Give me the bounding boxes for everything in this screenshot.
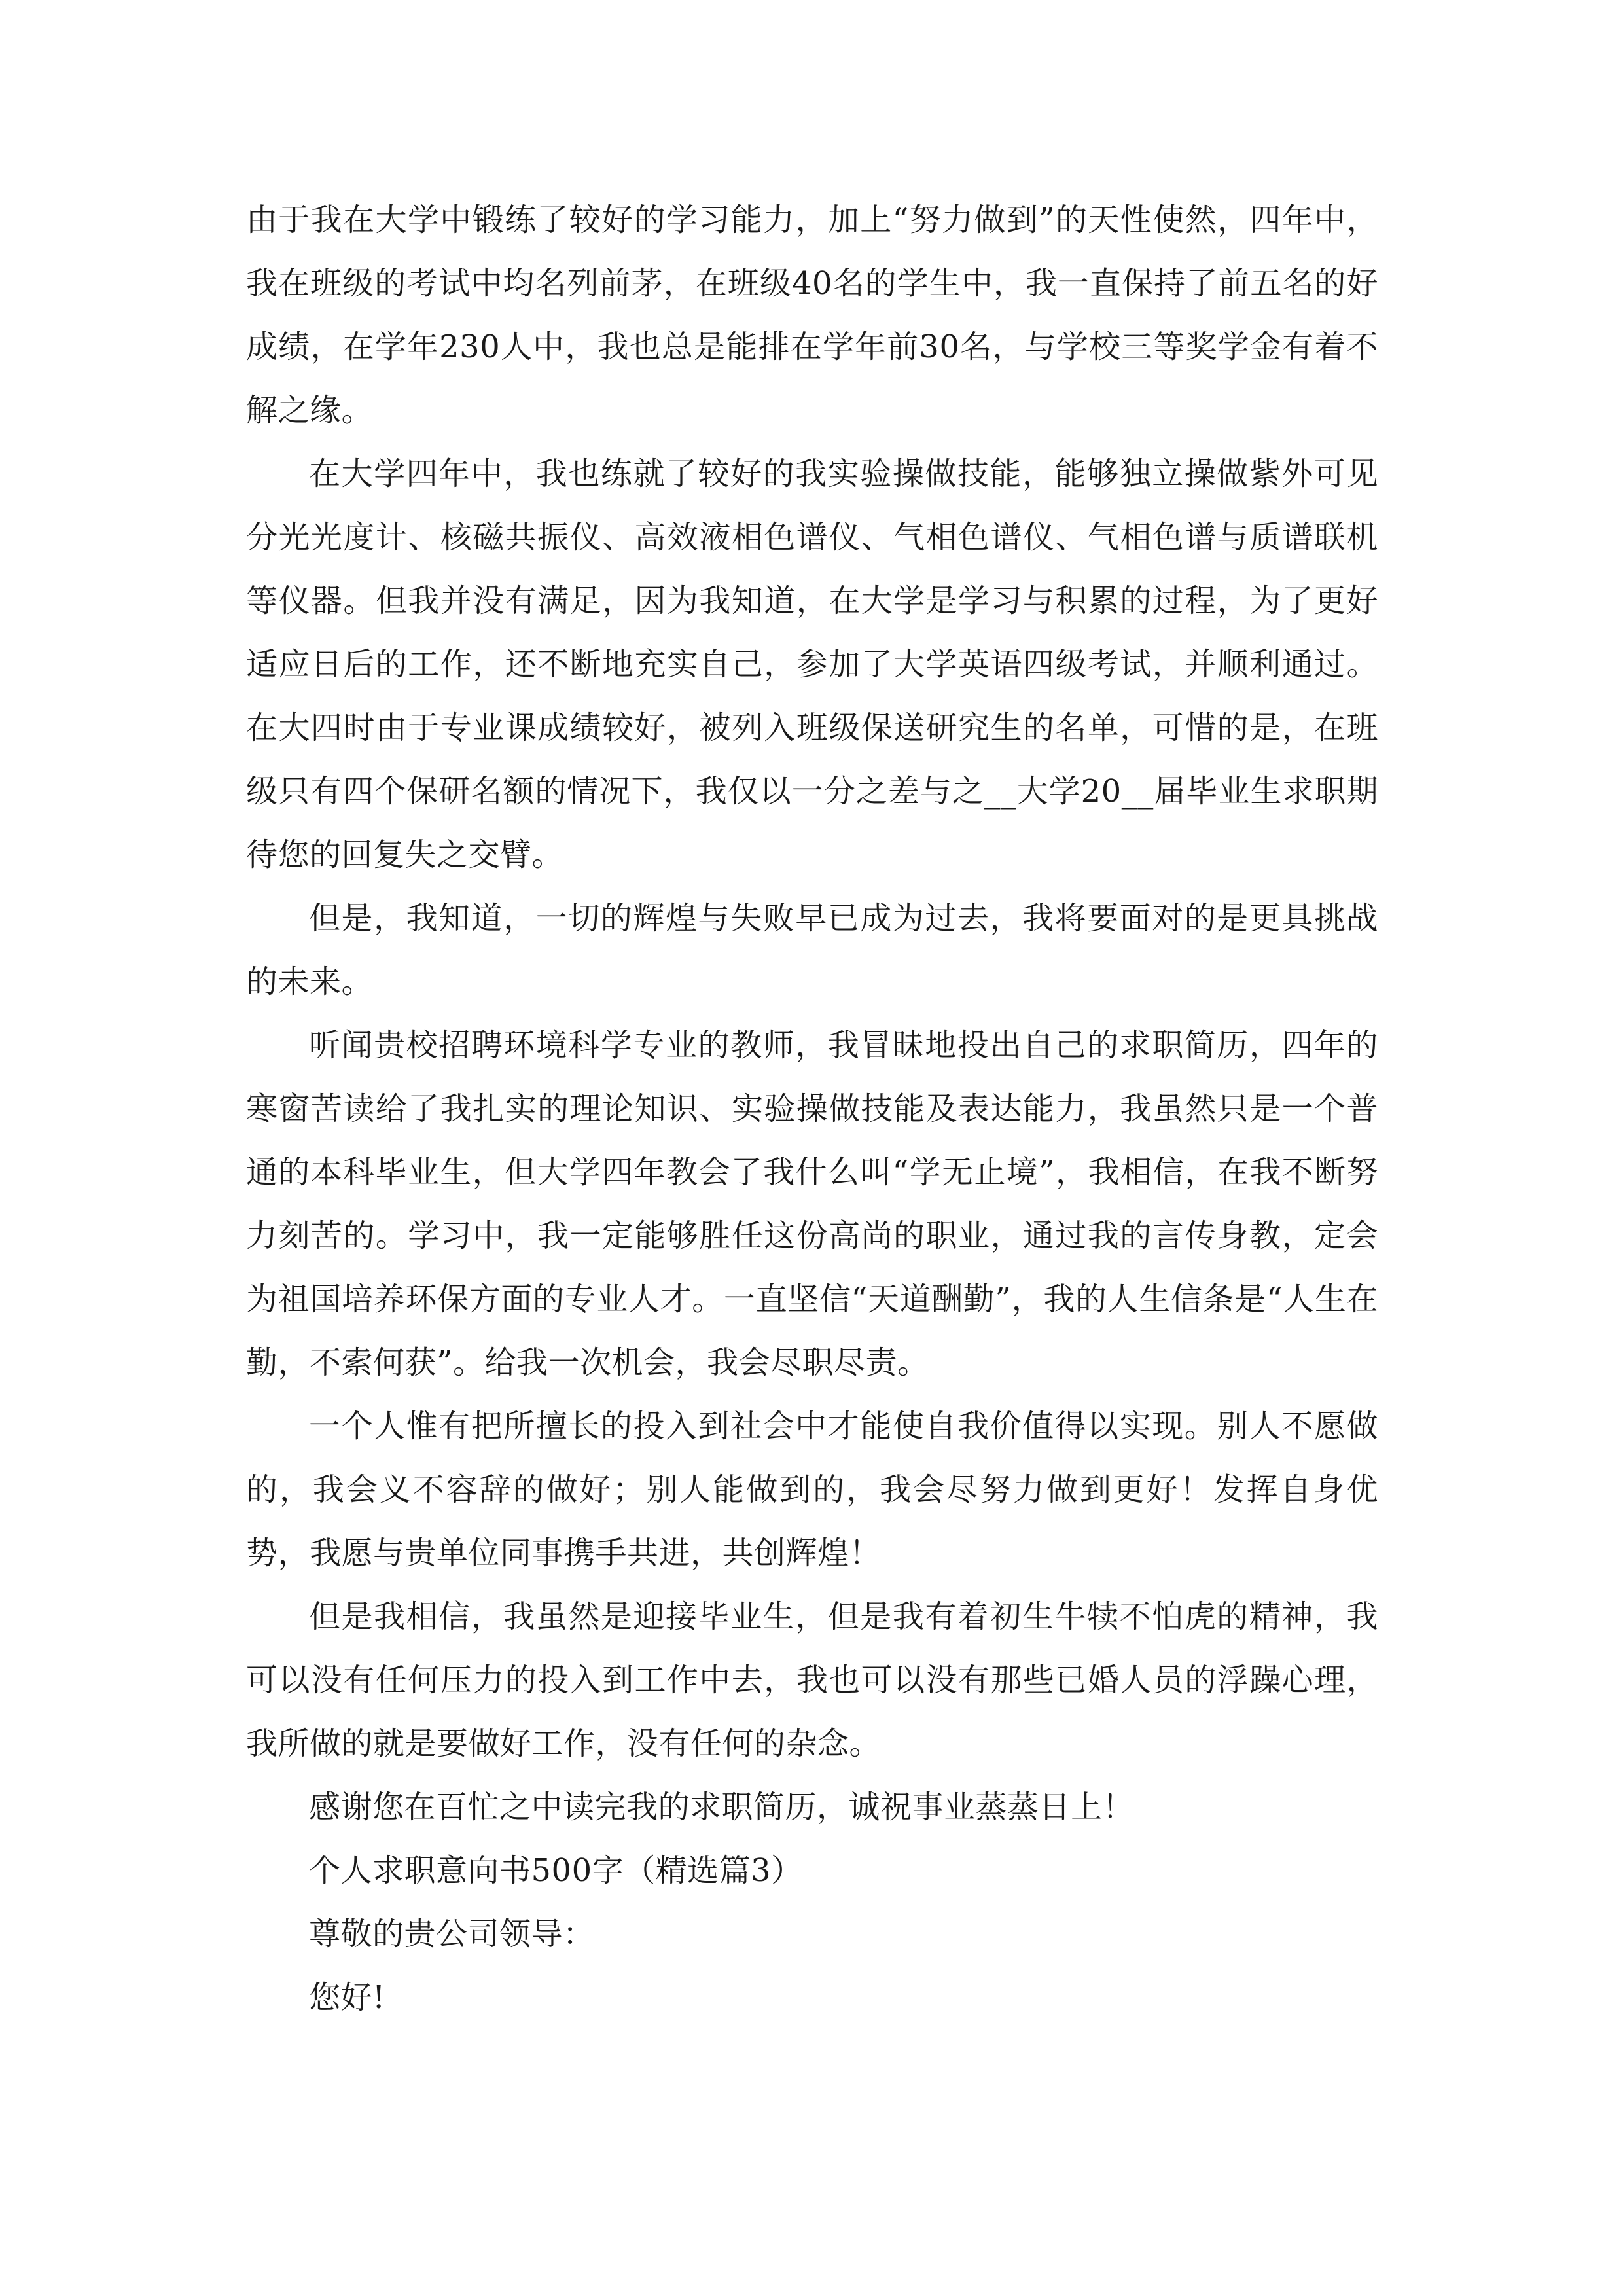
closing-line: 感谢您在百忙之中读完我的求职简历，诚祝事业蒸蒸日上！ [309,1789,1135,1825]
greeting: 您好! [309,1979,385,2016]
paragraph: 听闻贵校招聘环境科学专业的教师，我冒昧地投出自己的求职简历，四年的寒窗苦读给了我扎实的理论知识、实验操做技能及表达能力，我虽然只是一个普通的本科毕业生，但大学四年教会了我什么叫“学无止境”，我相信，在我不断努力刻苦的。学习中，我一定能够胜任这份高尚的职业，通过我的言传身教，定会为祖国培养环保方面的专业人才。一直坚信“天道酬勤”，我的人生信条是“人生在勤，不索何获”。给我一次机会，我会尽职尽责。 [246,1027,1378,1381]
document-body [246,188,1378,2030]
section-heading: 个人求职意向书500字（精选篇3） [309,1852,803,1889]
paragraph: 一个人惟有把所擅长的投入到社会中才能使自我价值得以实现。别人不愿做的，我会义不容辞的做好；别人能做到的，我会尽努力做到更好！发挥自身优势，我愿与贵单位同事携手共进，共创辉煌！ [246,1408,1378,1571]
paragraph: 但是我相信，我虽然是迎接毕业生，但是我有着初生牛犊不怕虎的精神，我可以没有任何压力的投入到工作中去，我也可以没有那些已婚人员的浮躁心理，我所做的就是要做好工作，没有任何的杂念。 [246,1598,1378,1762]
paragraph: 由于我在大学中锻练了较好的学习能力，加上“努力做到”的天性使然，四年中，我在班级的考试中均名列前茅，在班级40名的学生中，我一直保持了前五名的好成绩，在学年230人中，我也总是能排在学年前30名，与学校三等奖学金有着不解之缘。 [246,202,1378,429]
salutation: 尊敬的贵公司领导： [309,1916,595,1952]
paragraph: 在大学四年中，我也练就了较好的我实验操做技能，能够独立操做紫外可见分光光度计、核磁共振仪、高效液相色谱仪、气相色谱仪、气相色谱与质谱联机等仪器。但我并没有满足，因为我知道，在大学是学习与积累的过程，为了更好适应日后的工作，还不断地充实自己，参加了大学英语四级考试，并顺利通过。在大四时由于专业课成绩较好，被列入班级保送研究生的名单，可惜的是，在班级只有四个保研名额的情况下，我仅以一分之差与之__大学20__届毕业生求职期待您的回复失之交臂。 [246,456,1378,873]
paragraph: 但是，我知道，一切的辉煌与失败早已成为过去，我将要面对的是更具挑战的未来。 [246,900,1378,1000]
